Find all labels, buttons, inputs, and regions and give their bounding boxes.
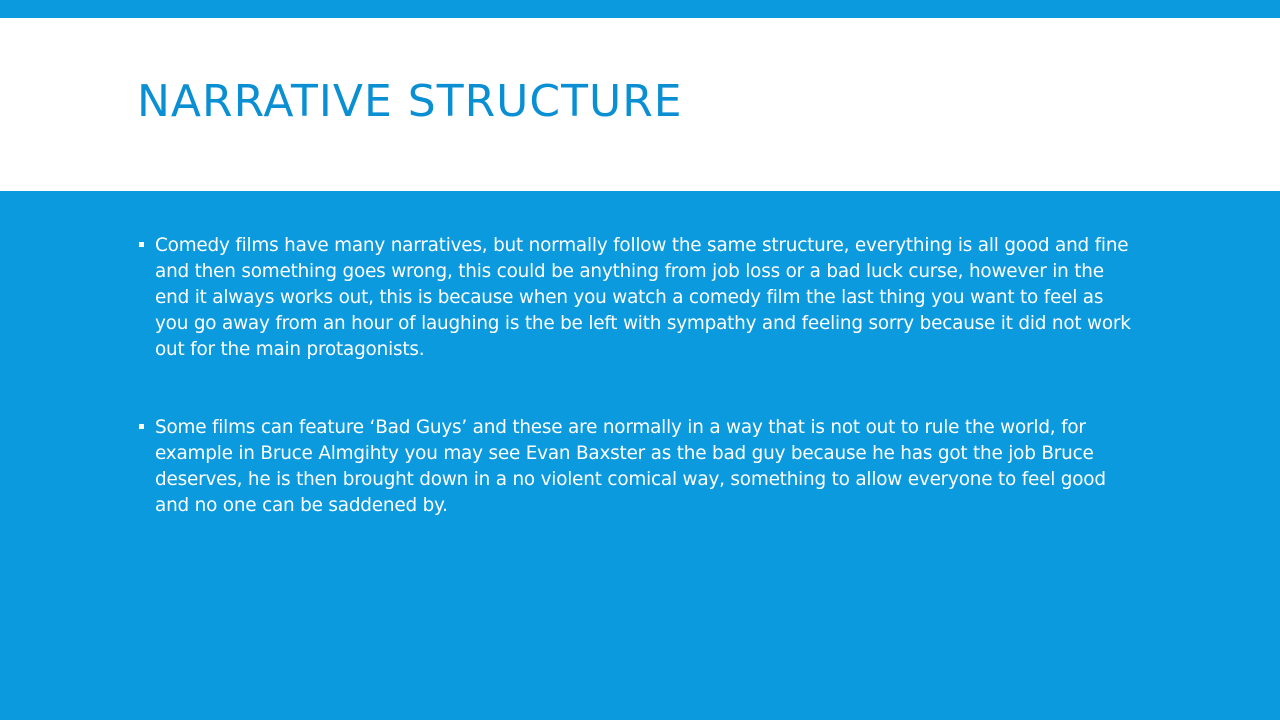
- bullet-text: Some films can feature ‘Bad Guys’ and these are normally in a way that is not out to rule the world, for example in Bruce Almgihty you may see Evan Baxster as the bad guy because he has got the job Bruce deserves, he is then brought down in a no violent comical way, something to allow everyone to feel good and no one can be saddened by.: [155, 417, 1106, 516]
- title-area: [0, 18, 1280, 191]
- top-accent-bar: [0, 0, 1280, 18]
- square-bullet-icon: [139, 242, 144, 247]
- content-area: [0, 191, 1280, 720]
- slide-title: NARRATIVE STRUCTURE: [137, 76, 683, 127]
- bullet-item: [134, 233, 1134, 363]
- square-bullet-icon: [139, 424, 144, 429]
- bullet-list: [134, 233, 1134, 571]
- bullet-item: [134, 415, 1134, 519]
- bullet-text: Comedy films have many narratives, but normally follow the same structure, everything is all good and fine and then something goes wrong, this could be anything from job loss or a bad luck curse, however in the end it always works out, this is because when you watch a comedy film the last thing you want to feel as you go away from an hour of laughing is the be left with sympathy and feeling sorry because it did not work out for the main protagonists.: [155, 235, 1131, 360]
